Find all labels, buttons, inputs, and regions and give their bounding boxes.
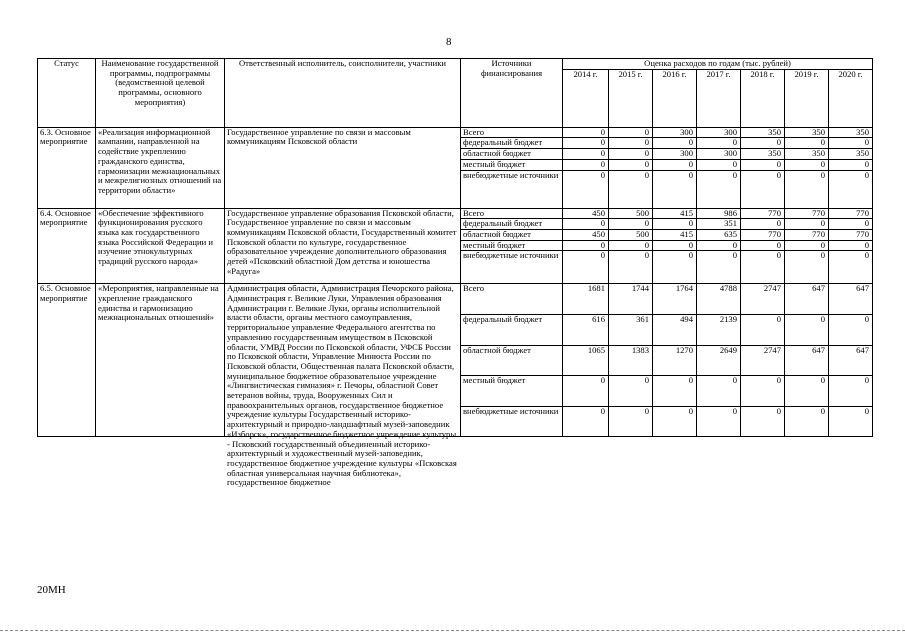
section-responsible: Государственное управление по связи и массовым коммуникациям Псковской области [225, 127, 461, 208]
header-sources: Источники финансирования [461, 59, 563, 128]
header-row [38, 59, 873, 70]
value-cell: 0 [563, 138, 609, 149]
section-status: 6.4. Основное мероприятие [38, 208, 96, 284]
value-cell: 0 [697, 251, 741, 284]
value-cell: 0 [741, 159, 785, 170]
value-cell: 0 [563, 406, 609, 437]
value-cell: 0 [563, 240, 609, 251]
source-label: внебюджетные источники [461, 406, 563, 437]
value-cell: 0 [609, 376, 653, 407]
value-cell: 0 [785, 376, 829, 407]
value-cell: 0 [653, 159, 697, 170]
value-cell: 350 [741, 127, 785, 138]
value-cell: 0 [741, 240, 785, 251]
value-cell: 770 [829, 229, 873, 240]
value-cell: 0 [785, 219, 829, 230]
source-label: Всего [461, 284, 563, 315]
value-cell: 0 [563, 251, 609, 284]
header-year: 2020 г. [829, 69, 873, 127]
page-number: 8 [446, 36, 452, 48]
value-cell: 0 [697, 240, 741, 251]
section-responsible: Администрация области, Администрация Печорского района, Администрация г. Великие Луки, Управления образования Администрации г. Великие Луки, органы исполнительной власти области, органы местного самоуправления, территориальное управление Федерального агентства по управлению государственным имуществом в Псковской области, УМВД России по Псковской области, УФСБ России по Псковской области, Управление Минюста России по Псковской области, Общественная палата Псковской области, муниципальное бюджетное образовательное учреждение «Лингвистическая гимназия» г. Печоры, областной Совет ветеранов войны, труда, Вооруженных Сил и правоохранительных органов, государственное бюджетное учреждение культуры Государственный историко-архитектурный и природно-ландшафтный музей-заповедник «Изборск», государственное бюджетное учреждение культуры - Псковский государственный объединенный историко-архитектурный и художественный музей-заповедник, государственное бюджетное учреждение культуры «Псковская областная универсальная научная библиотека», государственное бюджетное [227, 283, 457, 488]
value-cell: 300 [653, 127, 697, 138]
value-cell: 0 [609, 138, 653, 149]
value-cell: 0 [609, 251, 653, 284]
value-cell: 0 [785, 159, 829, 170]
value-cell: 2747 [741, 345, 785, 376]
value-cell: 986 [697, 208, 741, 219]
value-cell: 0 [563, 159, 609, 170]
value-cell: 770 [829, 208, 873, 219]
header-year: 2014 г. [563, 69, 609, 127]
value-cell: 1744 [609, 284, 653, 315]
source-label: областной бюджет [461, 229, 563, 240]
value-cell: 300 [697, 127, 741, 138]
value-cell: 0 [741, 314, 785, 345]
header-year: 2019 г. [785, 69, 829, 127]
value-cell: 350 [741, 149, 785, 160]
table-row [38, 127, 873, 138]
value-cell: 2649 [697, 345, 741, 376]
value-cell: 0 [785, 314, 829, 345]
source-label: внебюджетные источники [461, 170, 563, 208]
value-cell: 0 [785, 251, 829, 284]
value-cell: 647 [829, 284, 873, 315]
header-responsible: Ответственный исполнитель, соисполнители, участники [225, 59, 461, 128]
header-year: 2015 г. [609, 69, 653, 127]
value-cell: 647 [785, 345, 829, 376]
value-cell: 2139 [697, 314, 741, 345]
value-cell: 770 [741, 229, 785, 240]
source-label: местный бюджет [461, 159, 563, 170]
value-cell: 0 [609, 219, 653, 230]
value-cell: 0 [653, 138, 697, 149]
value-cell: 350 [829, 149, 873, 160]
value-cell: 361 [609, 314, 653, 345]
source-label: Всего [461, 208, 563, 219]
value-cell: 0 [829, 138, 873, 149]
value-cell: 647 [829, 345, 873, 376]
value-cell: 1270 [653, 345, 697, 376]
source-label: федеральный бюджет [461, 219, 563, 230]
value-cell: 0 [785, 170, 829, 208]
value-cell: 300 [697, 149, 741, 160]
value-cell: 500 [609, 208, 653, 219]
budget-table [37, 58, 873, 488]
table-row [38, 284, 873, 315]
value-cell: 2747 [741, 284, 785, 315]
source-label: внебюджетные источники [461, 251, 563, 284]
value-cell: 0 [653, 170, 697, 208]
value-cell: 770 [785, 208, 829, 219]
source-label: Всего [461, 127, 563, 138]
header-name: Наименование государственной программы, подпрограммы (ведомственной целевой программы, основного мероприятия) [96, 59, 225, 128]
value-cell: 0 [741, 170, 785, 208]
value-cell: 0 [563, 127, 609, 138]
value-cell: 635 [697, 229, 741, 240]
value-cell: 350 [829, 127, 873, 138]
value-cell: 0 [741, 406, 785, 437]
header-status: Статус [38, 59, 96, 128]
value-cell: 0 [785, 240, 829, 251]
value-cell: 0 [829, 314, 873, 345]
header-year: 2018 г. [741, 69, 785, 127]
value-cell: 0 [829, 219, 873, 230]
section-name: «Реализация информационной кампании, направленной на содействие укреплению гражданского единства, гармонизации межнациональных и межрелигиозных отношений на территории области» [96, 127, 225, 208]
value-cell: 351 [697, 219, 741, 230]
value-cell: 1383 [609, 345, 653, 376]
section-status: 6.3. Основное мероприятие [38, 127, 96, 208]
value-cell: 0 [563, 149, 609, 160]
value-cell: 300 [653, 149, 697, 160]
value-cell: 0 [609, 159, 653, 170]
value-cell: 450 [563, 208, 609, 219]
value-cell: 0 [609, 170, 653, 208]
value-cell: 0 [563, 376, 609, 407]
value-cell: 350 [785, 149, 829, 160]
value-cell: 0 [829, 376, 873, 407]
value-cell: 0 [829, 240, 873, 251]
value-cell: 0 [741, 376, 785, 407]
value-cell: 0 [785, 138, 829, 149]
value-cell: 0 [785, 406, 829, 437]
value-cell: 350 [785, 127, 829, 138]
value-cell: 415 [653, 229, 697, 240]
footer-code: 20МН [37, 584, 66, 596]
value-cell: 494 [653, 314, 697, 345]
value-cell: 0 [609, 240, 653, 251]
value-cell: 0 [609, 127, 653, 138]
value-cell: 0 [829, 170, 873, 208]
section-name: «Обеспечение эффективного функционирования русского языка как государственного языка Российской Федерации и изучение этнокультурных традиций русского народа» [96, 208, 225, 284]
value-cell: 647 [785, 284, 829, 315]
value-cell: 0 [609, 149, 653, 160]
value-cell: 0 [653, 219, 697, 230]
value-cell: 0 [653, 406, 697, 437]
header-year: 2017 г. [697, 69, 741, 127]
value-cell: 1764 [653, 284, 697, 315]
value-cell: 0 [697, 406, 741, 437]
value-cell: 0 [609, 406, 653, 437]
source-label: областной бюджет [461, 149, 563, 160]
section-responsible: Государственное управление образования Псковской области, Государственное управление по связи и массовым коммуникациям Псковской области, Государственный комитет Псковской области по культуре, государственное образовательное учреждение дополнительного образования детей «Псковский областной Дом детства и юношества «Радуга» [225, 208, 461, 284]
value-cell: 0 [653, 376, 697, 407]
source-label: областной бюджет [461, 345, 563, 376]
table-row [38, 208, 873, 219]
value-cell: 616 [563, 314, 609, 345]
value-cell: 1065 [563, 345, 609, 376]
section-status: 6.5. Основное мероприятие [38, 284, 96, 437]
value-cell: 0 [829, 406, 873, 437]
value-cell: 0 [829, 159, 873, 170]
header-year: 2016 г. [653, 69, 697, 127]
value-cell: 770 [785, 229, 829, 240]
value-cell: 0 [829, 251, 873, 284]
value-cell: 770 [741, 208, 785, 219]
value-cell: 415 [653, 208, 697, 219]
value-cell: 0 [741, 251, 785, 284]
value-cell: 0 [697, 138, 741, 149]
value-cell: 0 [563, 219, 609, 230]
source-label: местный бюджет [461, 376, 563, 407]
value-cell: 0 [741, 138, 785, 149]
source-label: федеральный бюджет [461, 138, 563, 149]
value-cell: 0 [697, 170, 741, 208]
value-cell: 0 [697, 376, 741, 407]
source-label: федеральный бюджет [461, 314, 563, 345]
value-cell: 450 [563, 229, 609, 240]
source-label: местный бюджет [461, 240, 563, 251]
value-cell: 0 [741, 219, 785, 230]
value-cell: 1681 [563, 284, 609, 315]
section-name: «Мероприятия, направленные на укрепление гражданского единства и гармонизацию межнациональных отношений» [96, 284, 225, 437]
value-cell: 500 [609, 229, 653, 240]
value-cell: 0 [653, 240, 697, 251]
header-estimate: Оценка расходов по годам (тыс. рублей) [563, 59, 873, 70]
value-cell: 4788 [697, 284, 741, 315]
scan-edge-divider [0, 630, 905, 631]
value-cell: 0 [563, 170, 609, 208]
value-cell: 0 [697, 159, 741, 170]
value-cell: 0 [653, 251, 697, 284]
